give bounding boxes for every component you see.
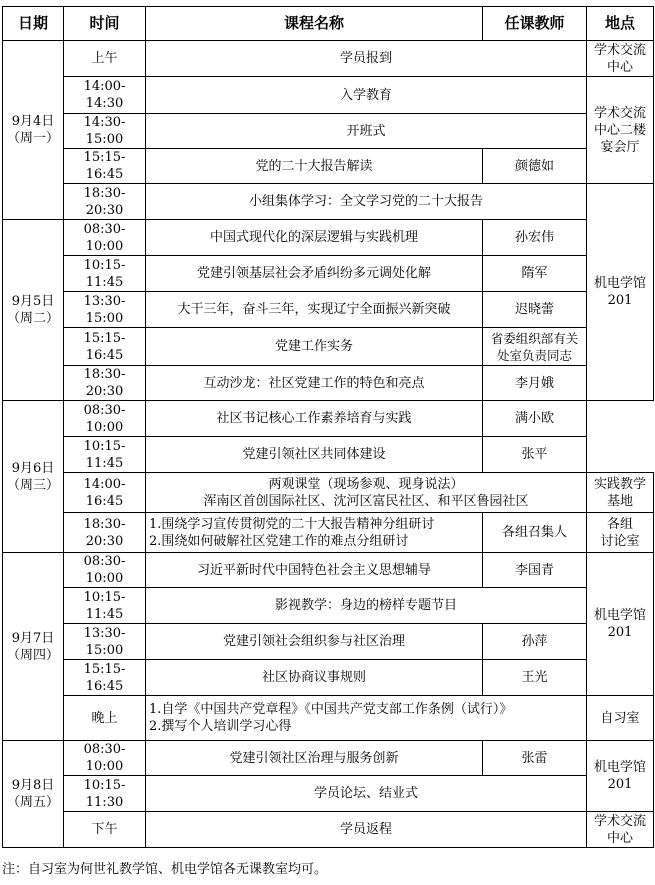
table-row xyxy=(3,220,654,256)
course-cell: 两观课堂（现场参观、现身说法） 浑南区首创国际社区、沈河区富民社区、和平区鲁园社区 xyxy=(146,473,587,513)
course-cell: 社区书记核心工作素养培育与实践 xyxy=(146,401,483,437)
course-cell: 入学教育 xyxy=(146,77,587,114)
table-row xyxy=(3,741,654,776)
date-cell: 9月5日 （周二） xyxy=(3,220,64,401)
course-cell: 影视教学：身边的榜样专题节目 xyxy=(146,588,587,624)
time-cell: 08:30-10:00 xyxy=(64,553,146,588)
time-cell: 08:30-10:00 xyxy=(64,220,146,256)
place-cell: 各组 讨论室 xyxy=(587,513,654,553)
time-cell: 15:15-16:45 xyxy=(64,328,146,366)
header-teacher: 任课教师 xyxy=(483,7,587,41)
table-row xyxy=(3,588,654,624)
course-cell: 党建引领社区治理与服务创新 xyxy=(146,741,483,776)
date-cell: 9月8日 （周五） xyxy=(3,741,64,848)
time-cell: 18:30-20:30 xyxy=(64,184,146,220)
header-place: 地点 xyxy=(587,7,654,41)
place-cell: 自习室 xyxy=(587,696,654,741)
time-cell: 10:15-11:45 xyxy=(64,588,146,624)
table-row xyxy=(3,553,654,588)
table-row xyxy=(3,114,654,149)
course-cell: 1.自学《中国共产党章程》《中国共产党支部工作条例（试行）》 2.撰写个人培训学习心得 xyxy=(146,696,587,741)
time-cell: 15:15-16:45 xyxy=(64,660,146,696)
time-cell: 下午 xyxy=(64,812,146,848)
table-row xyxy=(3,328,654,366)
course-cell: 1.围绕学习宣传贯彻党的二十大报告精神分组研讨 2.围绕如何破解社区党建工作的难点分组研讨 xyxy=(146,513,483,553)
time-cell: 08:30-10:00 xyxy=(64,401,146,437)
footnote: 注：自习室为何世礼教学馆、机电学馆各无课教室均可。 xyxy=(2,862,328,877)
teacher-cell: 满小欧 xyxy=(483,401,587,437)
course-cell: 党建引领社会组织参与社区治理 xyxy=(146,624,483,660)
table-row xyxy=(3,41,654,77)
course-cell: 党的二十大报告解读 xyxy=(146,149,483,184)
table-row xyxy=(3,624,654,660)
table-row xyxy=(3,660,654,696)
place-cell: 学术交流 中心二楼 宴会厅 xyxy=(587,77,654,184)
table-row xyxy=(3,776,654,812)
table-row xyxy=(3,513,654,553)
time-cell: 08:30-10:00 xyxy=(64,741,146,776)
table-row xyxy=(3,292,654,328)
date-cell: 9月6日 （周三） xyxy=(3,401,64,553)
place-cell: 机电学馆 201 xyxy=(587,184,654,401)
course-cell: 习近平新时代中国特色社会主义思想辅导 xyxy=(146,553,483,588)
time-cell: 14:00-14:30 xyxy=(64,77,146,114)
date-cell: 9月7日 （周四） xyxy=(3,553,64,741)
teacher-cell: 迟晓蕾 xyxy=(483,292,587,328)
course-cell: 小组集体学习：全文学习党的二十大报告 xyxy=(146,184,587,220)
table-row xyxy=(3,366,654,401)
place-cell: 学术交流 中心 xyxy=(587,41,654,77)
table-row xyxy=(3,812,654,848)
place-cell: 学术交流 中心 xyxy=(587,812,654,848)
course-cell: 开班式 xyxy=(146,114,587,149)
course-cell: 社区协商议事规则 xyxy=(146,660,483,696)
table-row xyxy=(3,696,654,741)
time-cell: 10:15-11:45 xyxy=(64,256,146,292)
time-cell: 15:15-16:45 xyxy=(64,149,146,184)
teacher-cell: 李月娥 xyxy=(483,366,587,401)
teacher-cell: 张雷 xyxy=(483,741,587,776)
table-row xyxy=(3,473,654,513)
course-cell: 党建工作实务 xyxy=(146,328,483,366)
course-cell: 大干三年，奋斗三年，实现辽宁全面振兴新突破 xyxy=(146,292,483,328)
time-cell: 18:30-20:30 xyxy=(64,366,146,401)
table-row xyxy=(3,437,654,473)
teacher-cell: 各组召集人 xyxy=(483,513,587,553)
time-cell: 晚上 xyxy=(64,696,146,741)
time-cell: 10:15-11:30 xyxy=(64,776,146,812)
teacher-cell: 颜德如 xyxy=(483,149,587,184)
time-cell: 上午 xyxy=(64,41,146,77)
teacher-cell: 孙萍 xyxy=(483,624,587,660)
place-cell: 机电学馆 201 xyxy=(587,553,654,696)
teacher-cell: 张平 xyxy=(483,437,587,473)
schedule-table xyxy=(2,6,654,848)
table-row xyxy=(3,77,654,114)
header-row xyxy=(3,7,654,41)
place-cell: 实践教学 基地 xyxy=(587,473,654,513)
time-cell: 14:00-16:45 xyxy=(64,473,146,513)
table-row xyxy=(3,256,654,292)
course-cell: 党建引领基层社会矛盾纠纷多元调处化解 xyxy=(146,256,483,292)
course-cell: 学员论坛、结业式 xyxy=(146,776,587,812)
teacher-cell: 隋军 xyxy=(483,256,587,292)
course-cell: 学员报到 xyxy=(146,41,587,77)
table-row xyxy=(3,149,654,184)
header-date: 日期 xyxy=(3,7,64,41)
header-course: 课程名称 xyxy=(146,7,483,41)
teacher-cell: 李国青 xyxy=(483,553,587,588)
course-cell: 中国式现代化的深层逻辑与实践机理 xyxy=(146,220,483,256)
time-cell: 18:30-20:30 xyxy=(64,513,146,553)
teacher-cell: 省委组织部有关 处室负责同志 xyxy=(483,328,587,366)
place-cell: 机电学馆 201 xyxy=(587,741,654,812)
time-cell: 10:15-11:45 xyxy=(64,437,146,473)
teacher-cell: 孙宏伟 xyxy=(483,220,587,256)
table-row xyxy=(3,401,654,437)
course-cell: 党建引领社区共同体建设 xyxy=(146,437,483,473)
teacher-cell: 王光 xyxy=(483,660,587,696)
time-cell: 13:30-15:00 xyxy=(64,624,146,660)
table-row xyxy=(3,184,654,220)
course-cell: 学员返程 xyxy=(146,812,587,848)
date-cell: 9月4日 （周一） xyxy=(3,41,64,220)
course-cell: 互动沙龙：社区党建工作的特色和亮点 xyxy=(146,366,483,401)
time-cell: 14:30-15:00 xyxy=(64,114,146,149)
time-cell: 13:30-15:00 xyxy=(64,292,146,328)
header-time: 时间 xyxy=(64,7,146,41)
